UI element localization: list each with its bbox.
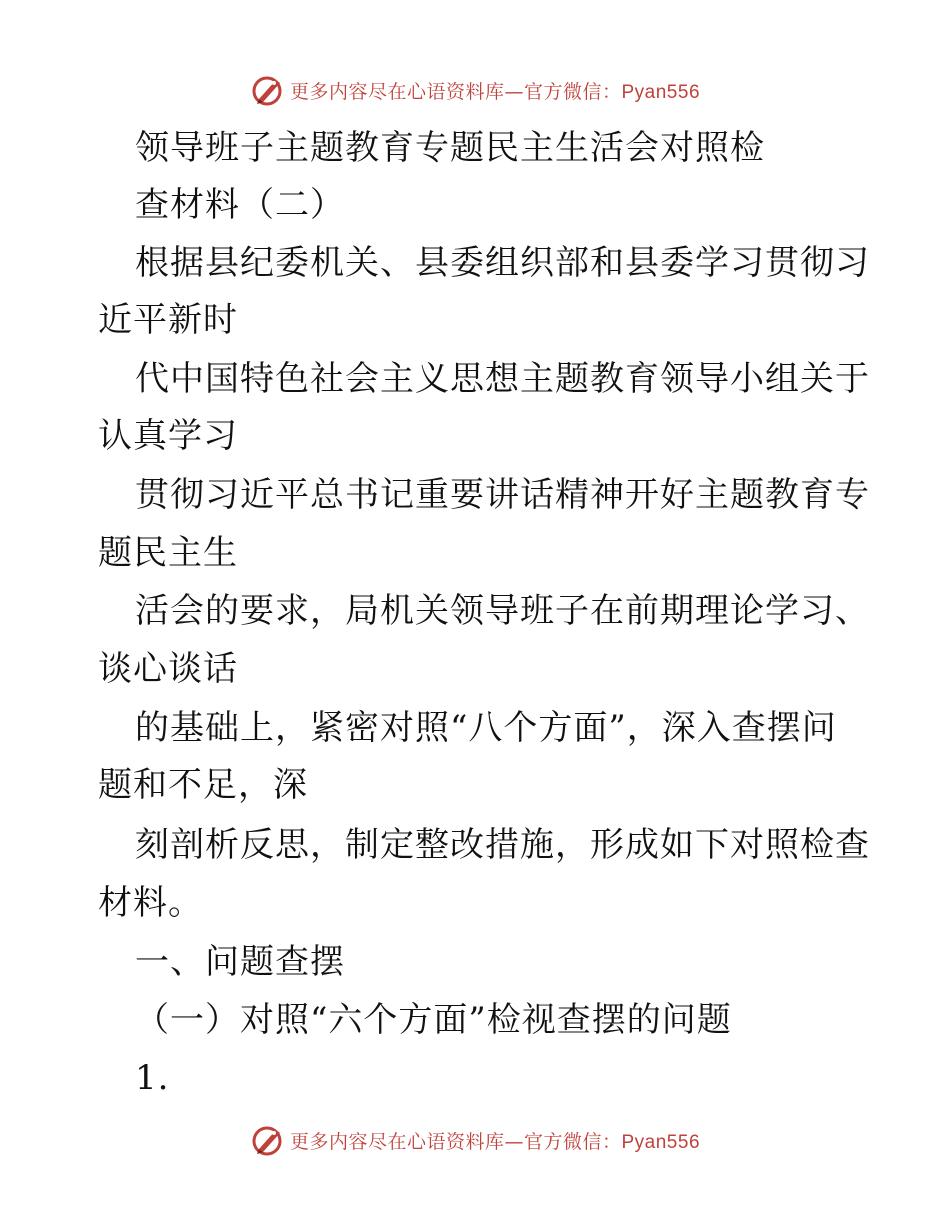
paragraph-line: 刻剖析反思，制定整改措施，形成如下对照检查 [135,825,870,865]
paragraph-line: 题和不足，深 [98,765,308,805]
paragraph-line: 材料。 [98,883,203,923]
watermark-text: 更多内容尽在心语资料库—官方微信：Pyan556 [289,1130,701,1153]
paragraph-line: 近平新时 [98,300,238,340]
pen-logo-icon [250,72,286,108]
subsection-heading: （一）对照“六个方面”检视查摆的问题 [135,1000,732,1040]
paragraph-line: 贯彻习近平总书记重要讲话精神开好主题教育专 [135,475,870,515]
paragraph-line: 活会的要求，局机关领导班子在前期理论学习、 [135,591,870,631]
document-title-line-2: 查材料（二） [135,185,345,225]
list-item-number: 1. [135,1058,170,1098]
paragraph-line: 认真学习 [98,416,238,456]
pen-logo-icon [250,1122,286,1158]
paragraph-line: 的基础上，紧密对照“八个方面”，深入查摆问 [135,708,837,748]
section-heading: 一、问题查摆 [135,942,345,982]
paragraph-line: 题民主生 [98,533,238,573]
paragraph-line: 根据县纪委机关、县委组织部和县委学习贯彻习 [135,243,870,283]
watermark-text: 更多内容尽在心语资料库—官方微信：Pyan556 [289,80,701,103]
document-title-line-1: 领导班子主题教育专题民主生活会对照检 [135,128,765,168]
paragraph-line: 代中国特色社会主义思想主题教育领导小组关于 [135,359,870,399]
paragraph-line: 谈心谈话 [98,649,238,689]
header-watermark [0,70,950,110]
footer-watermark [0,1120,950,1160]
